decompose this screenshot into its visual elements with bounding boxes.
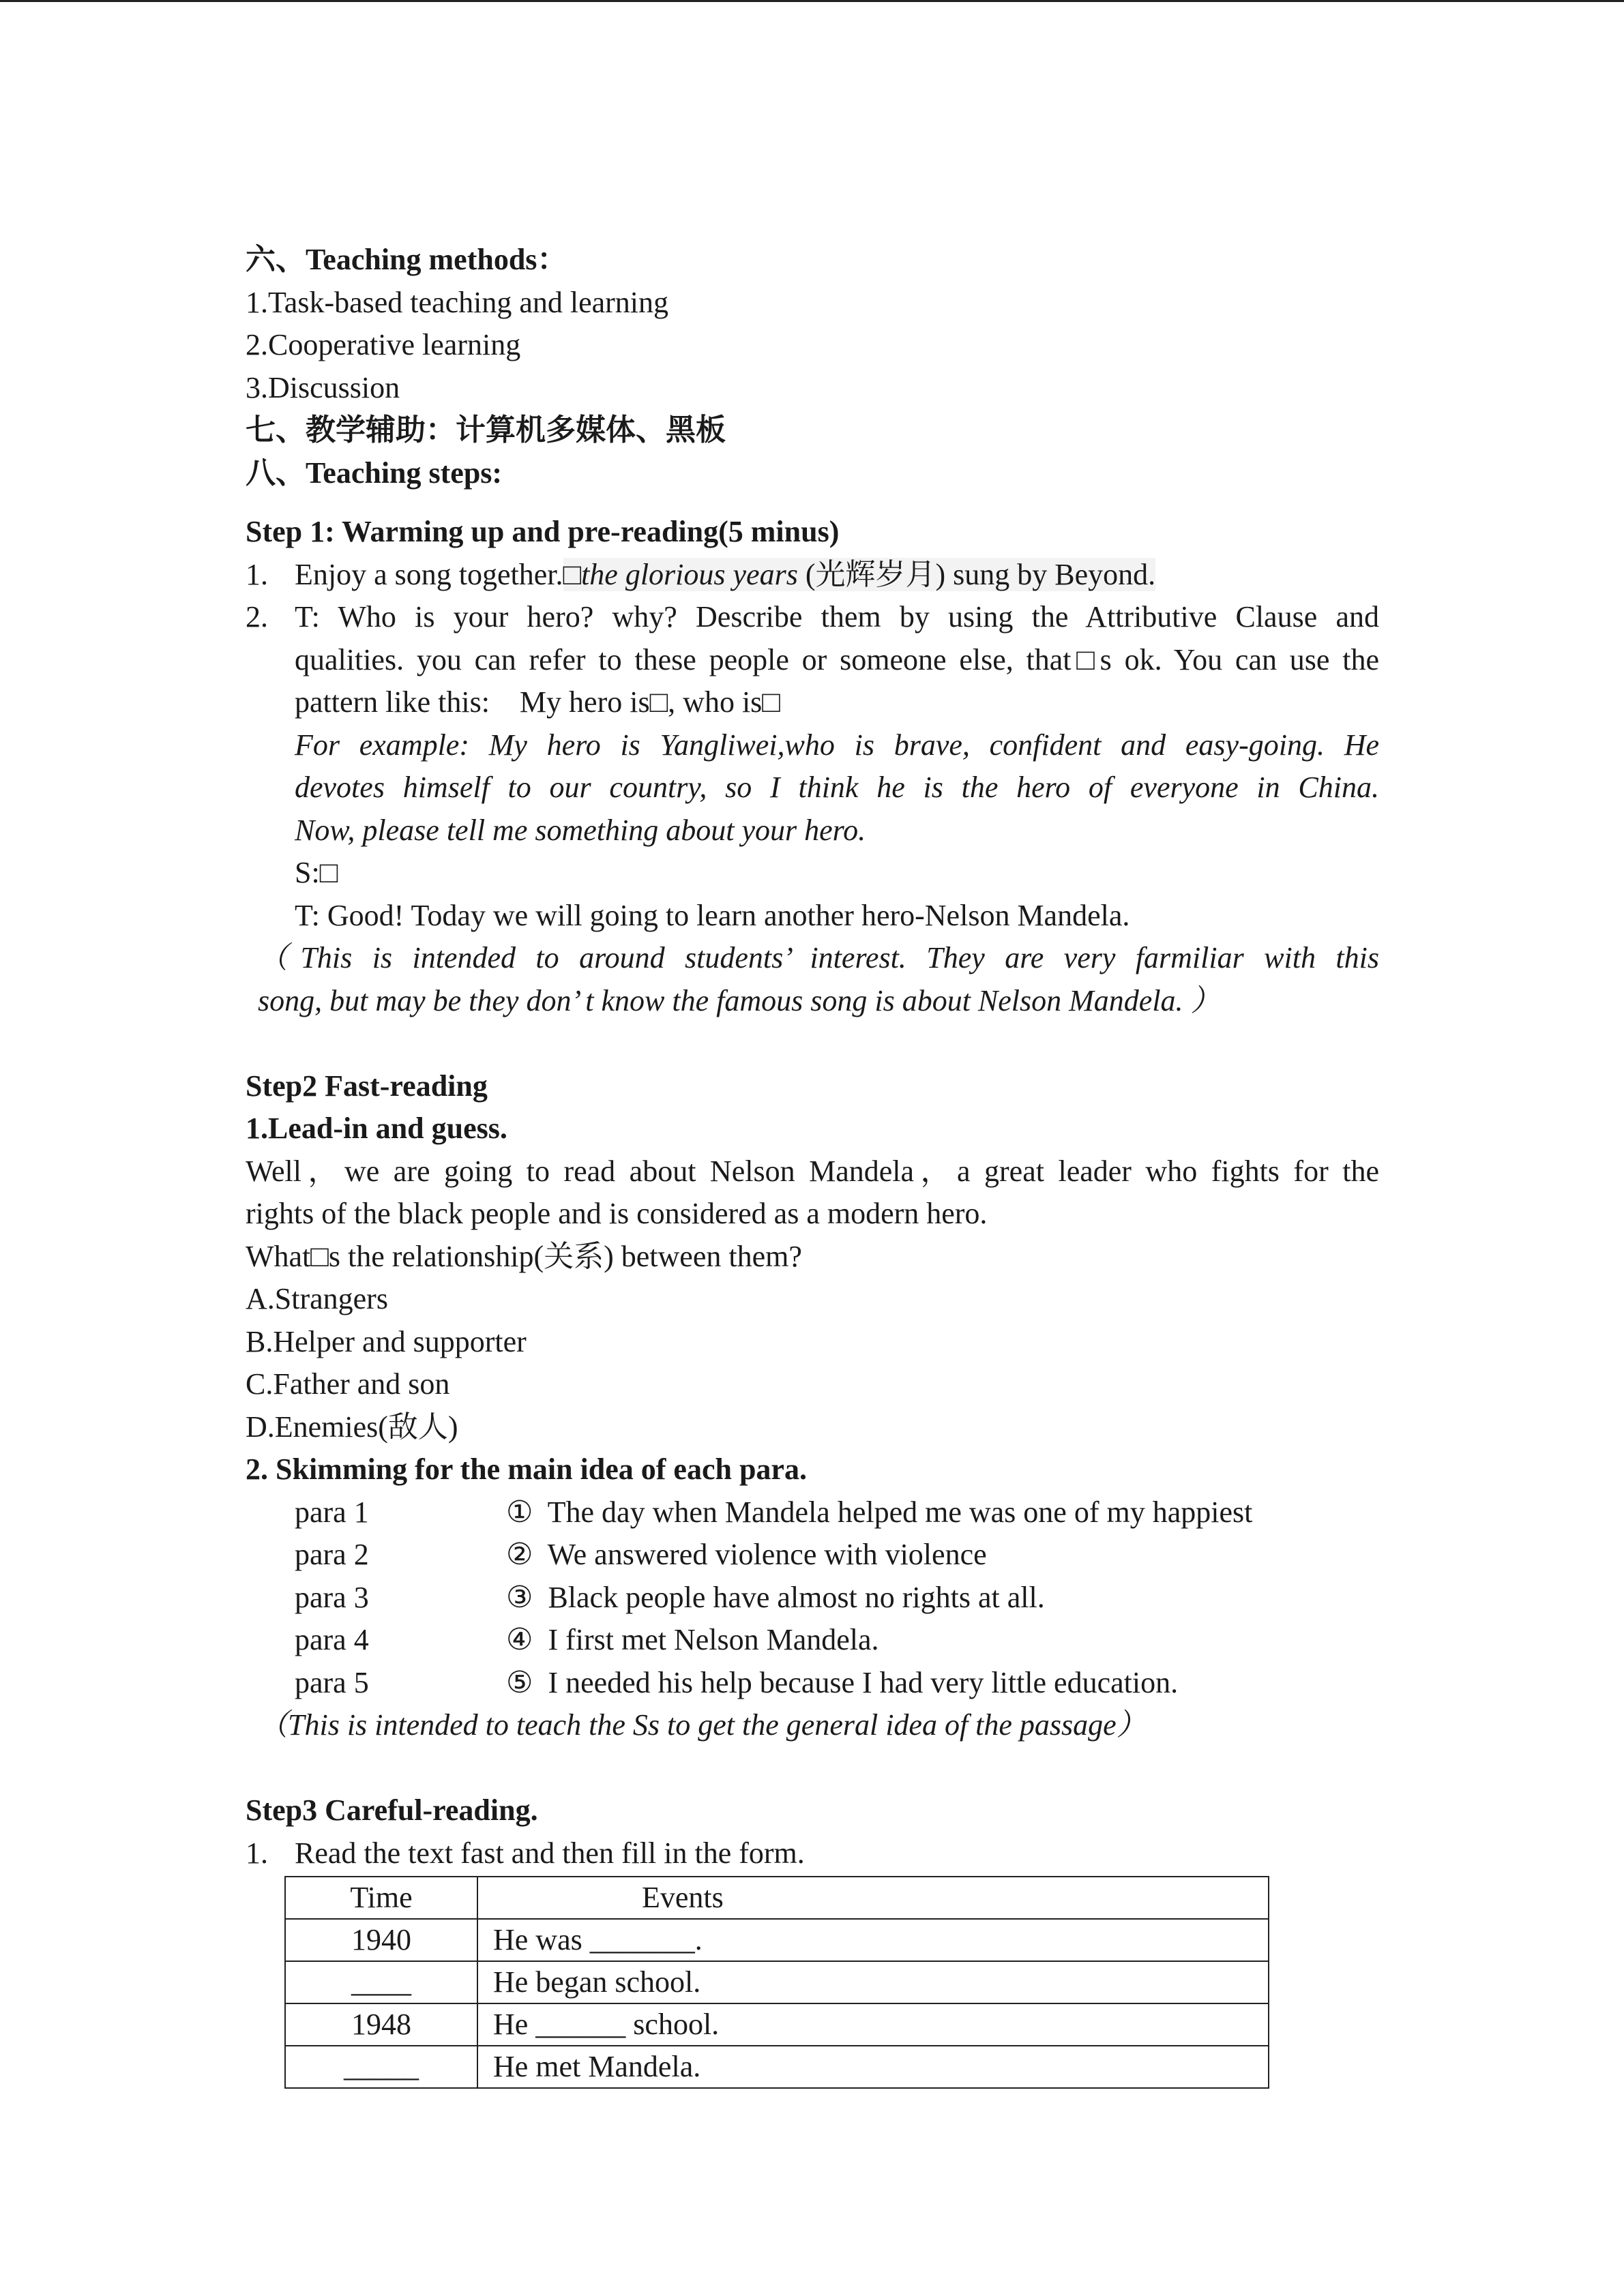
step1-note: （This is intended to around students’ interest. They are very farmiliar with this — [258, 941, 1379, 974]
para-match-row — [246, 1662, 1379, 1705]
document-page — [246, 239, 1379, 2089]
item2-line2: qualities. you can refer to these people or someone else, that□s ok. You can use the — [295, 642, 1379, 676]
song-prefix: Enjoy a song together. — [295, 557, 563, 591]
timeline-form-table — [284, 1876, 1269, 2089]
step3-item-1 — [246, 1832, 1379, 1875]
para-idea: ④ I first met Nelson Mandela. — [506, 1623, 879, 1656]
para-idea: ③ Black people have almost no rights at all. — [506, 1580, 1045, 1614]
method-item: 1.Task-based teaching and learning — [246, 285, 669, 319]
table-row — [285, 2046, 1269, 2088]
step3-heading: Step3 Careful-reading. — [246, 1793, 538, 1827]
table-cell-time: 1948 — [285, 2003, 477, 2046]
para-label: para 2 — [295, 1538, 369, 1571]
table-cell-event: He ______ school. — [477, 2003, 1269, 2046]
para-match-row — [246, 1619, 1379, 1662]
list-number: 1. — [246, 557, 268, 591]
example-line: devotes himself to our country, so I think he is the hero of everyone in China. — [295, 771, 1379, 804]
section-heading-teaching-steps: 八、Teaching steps: — [246, 456, 503, 490]
page-top-border — [0, 0, 1624, 2]
table-cell-time: _____ — [285, 2046, 477, 2088]
para-label: para 5 — [295, 1665, 369, 1699]
step2-note: （This is intended to teach the Ss to get the general idea of the passage） — [258, 1708, 1147, 1742]
answer-option: B.Helper and supporter — [246, 1324, 527, 1358]
section-heading-teaching-methods: 六、Teaching methods： — [246, 243, 567, 276]
answer-option: A.Strangers — [246, 1282, 388, 1315]
table-cell-time: ____ — [285, 1961, 477, 2003]
leadin-text: rights of the black people and is considered as a modern hero. — [246, 1197, 988, 1230]
step1-heading: Step 1: Warming up and pre-reading(5 minus) — [246, 515, 840, 548]
method-item: 3.Discussion — [246, 370, 400, 404]
table-cell-time: 1940 — [285, 1919, 477, 1961]
method-item: 2.Cooperative learning — [246, 328, 521, 361]
song-title-highlight — [563, 558, 1156, 591]
para-idea: ① The day when Mandela helped me was one of my happiest — [506, 1495, 1253, 1529]
table-row — [285, 1919, 1269, 1961]
leadin-text: Well，we are going to read about Nelson Mandela，a great leader who fights for the — [246, 1154, 1379, 1188]
answer-option: C.Father and son — [246, 1367, 450, 1401]
table-cell-event: He was _______. — [477, 1919, 1269, 1961]
list-number: 2. — [246, 600, 268, 633]
student-response: S:□ — [295, 856, 338, 889]
example-line: For example: My hero is Yangliwei,who is brave, confident and easy-going. He — [295, 728, 1379, 762]
teacher-line: T: Good! Today we will going to learn another hero-Nelson Mandela. — [295, 898, 1130, 932]
table-header-events: Events — [477, 1877, 1269, 1919]
table-header-row — [285, 1877, 1269, 1919]
table-cell-event: He began school. — [477, 1961, 1269, 2003]
step3-instruction: Read the text fast and then fill in the form. — [295, 1836, 805, 1870]
para-label: para 1 — [295, 1495, 369, 1529]
table-row — [285, 1961, 1269, 2003]
song-suffix: (光辉岁月) sung by Beyond. — [805, 557, 1156, 591]
section-heading-teaching-aids: 七、教学辅助：计算机多媒体、黑板 — [246, 413, 726, 447]
placeholder-box: □ — [563, 557, 582, 591]
song-title: the glorious years — [581, 557, 798, 591]
item2-line1: T: Who is your hero? why? Describe them by using the Attributive Clause and — [295, 600, 1379, 633]
step1-note: song, but may be they don’ t know the famous song is about Nelson Mandela. ） — [258, 983, 1221, 1017]
para-match-row — [246, 1534, 1379, 1577]
step1-item-1 — [246, 554, 1379, 597]
para-match-row — [246, 1577, 1379, 1620]
table-row — [285, 2003, 1269, 2046]
step1-item-2 — [246, 596, 1379, 639]
table-header-time: Time — [285, 1877, 477, 1919]
para-idea: ② We answered violence with violence — [506, 1538, 987, 1571]
item2-line3: pattern like this: My hero is□, who is□ — [295, 685, 780, 719]
para-match-row — [246, 1491, 1379, 1534]
example-line: Now, please tell me something about your hero. — [295, 813, 866, 847]
answer-option: D.Enemies(敌人) — [246, 1410, 458, 1444]
para-label: para 4 — [295, 1623, 369, 1656]
table-cell-event: He met Mandela. — [477, 2046, 1269, 2088]
relationship-question: What□s the relationship(关系) between them? — [246, 1239, 802, 1273]
step2-heading: Step2 Fast-reading — [246, 1069, 488, 1103]
step2-subheading-leadin: 1.Lead-in and guess. — [246, 1112, 507, 1145]
list-number: 1. — [246, 1836, 268, 1870]
para-idea: ⑤ I needed his help because I had very little education. — [506, 1665, 1179, 1699]
step2-subheading-skimming: 2. Skimming for the main idea of each para. — [246, 1452, 807, 1486]
para-label: para 3 — [295, 1580, 369, 1614]
